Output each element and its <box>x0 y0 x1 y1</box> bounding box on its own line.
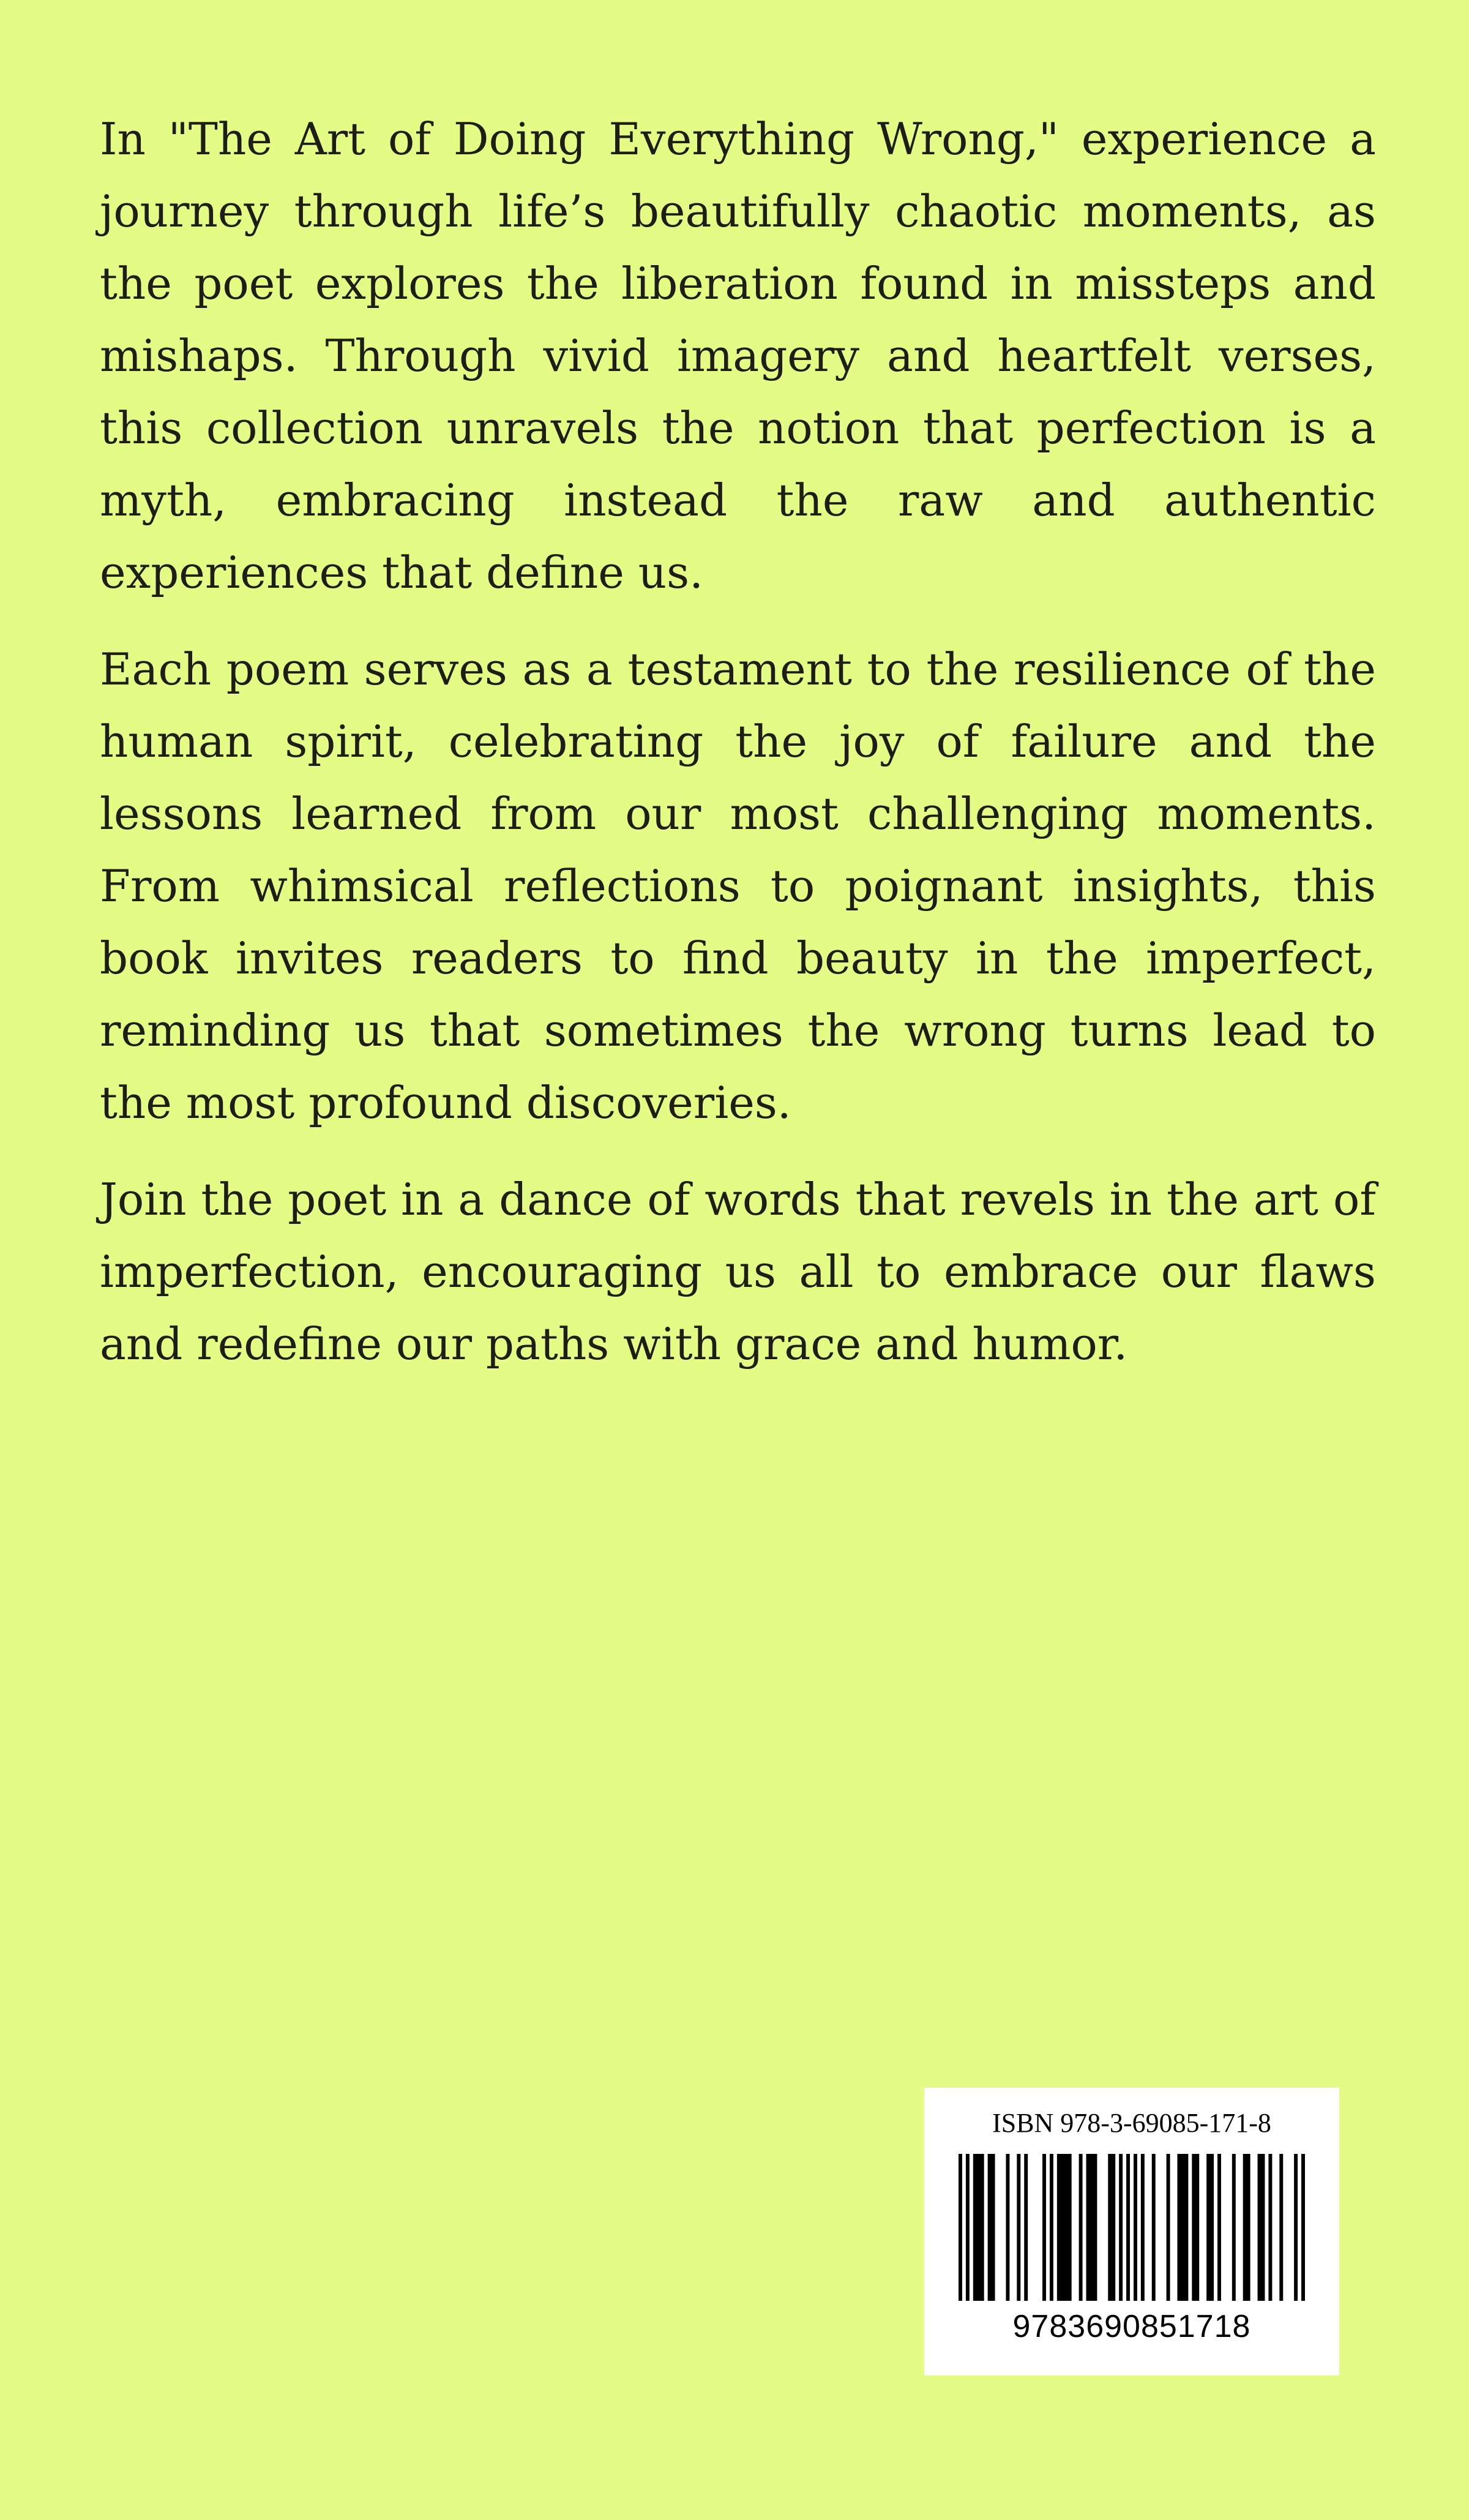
barcode-bar <box>1057 2154 1072 2301</box>
barcode-bar <box>1079 2154 1083 2301</box>
barcode-bar <box>1217 2154 1221 2301</box>
barcode-bar <box>1134 2154 1137 2301</box>
barcode-bars <box>959 2154 1305 2301</box>
barcode-digits: 9783690851718 <box>1012 2309 1251 2344</box>
barcode-bar <box>1167 2154 1170 2301</box>
blurb-paragraph-2: Each poem serves as a testament to the resilience of the human spirit, celebrating the joy of failure and the lessons learned from our most challenging moments. From whimsical reflections to poignant insights, this book invites readers to find beauty in the imperfect, reminding us that sometimes the wrong turns lead to the most profound discoveries. <box>100 643 1376 1128</box>
barcode-bar <box>1294 2154 1298 2301</box>
blurb-paragraph-3: Join the poet in a dance of words that revels in the art of imperfection, encouraging us all to embrace our flaws and redefine our paths with grace and humor. <box>100 1174 1376 1370</box>
barcode-bar <box>973 2154 984 2301</box>
barcode-bar <box>1024 2154 1028 2301</box>
barcode-bar <box>1206 2154 1214 2301</box>
barcode-bar <box>1108 2154 1115 2301</box>
barcode-bar <box>1152 2154 1156 2301</box>
barcode-bar <box>1050 2154 1053 2301</box>
barcode-bar <box>1243 2154 1250 2301</box>
isbn-label: ISBN 978-3-69085-171-8 <box>992 2108 1271 2138</box>
barcode-bar <box>1232 2154 1236 2301</box>
barcode-bar <box>1301 2154 1305 2301</box>
barcode-bar <box>1258 2154 1265 2301</box>
barcode-bar <box>1119 2154 1123 2301</box>
barcode-bar <box>1006 2154 1009 2301</box>
barcode-bar <box>1279 2154 1283 2301</box>
barcode-bar <box>1192 2154 1199 2301</box>
barcode-bar <box>966 2154 970 2301</box>
barcode-bar <box>959 2154 962 2301</box>
isbn-barcode-box <box>924 2088 1339 2376</box>
barcode-bar <box>1017 2154 1020 2301</box>
barcode-bar <box>1086 2154 1097 2301</box>
barcode-bar <box>1126 2154 1130 2301</box>
barcode-bar <box>1177 2154 1188 2301</box>
barcode-bar <box>1042 2154 1046 2301</box>
barcode-bar <box>988 2154 995 2301</box>
cover-blurb <box>100 103 1376 1404</box>
barcode-bar <box>1268 2154 1272 2301</box>
barcode-bar <box>1141 2154 1145 2301</box>
blurb-paragraph-1: In "The Art of Doing Everything Wrong," experience a journey through life’s beautifully chaotic moments, as the poet explores the liberation found in missteps and mishaps. Through vivid imagery and heartfelt verses, this collection unravels the notion that perfection is a myth, embracing instead the raw and authentic experiences that define us. <box>100 113 1376 598</box>
